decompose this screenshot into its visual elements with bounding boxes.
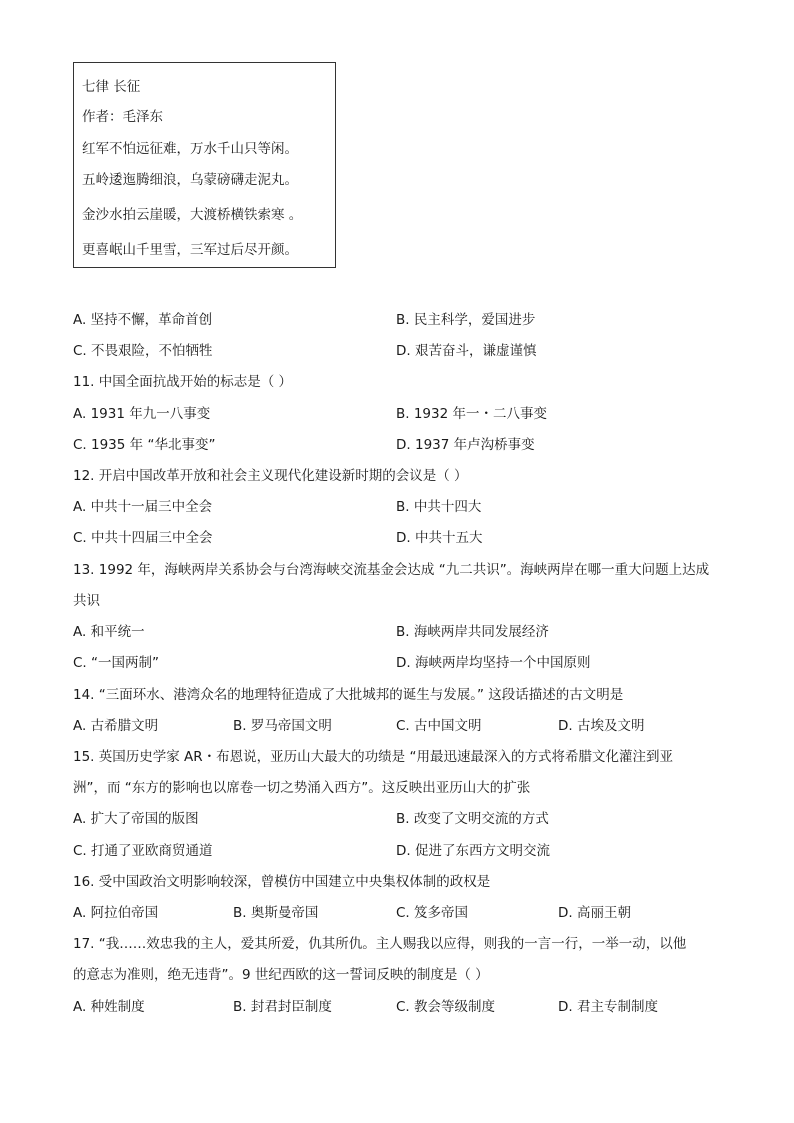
q12-option-c: C. 中共十四届三中全会	[73, 530, 213, 546]
q12-stem: 12. 开启中国改革开放和社会主义现代化建设新时期的会议是（ ）	[73, 468, 468, 484]
q10-option-d: D. 艰苦奋斗，谦虚谨慎	[396, 343, 537, 359]
q15-option-c: C. 打通了亚欧商贸通道	[73, 843, 213, 859]
q11-option-d: D. 1937 年卢沟桥事变	[396, 437, 535, 453]
q13-option-c: C. “一国两制”	[73, 655, 159, 671]
q15-option-a: A. 扩大了帝国的版图	[73, 811, 199, 827]
q14-stem: 14. “三面环水、港湾众名的地理特征造成了大批城邦的诞生与发展。” 这段话描述的古文明是	[73, 687, 624, 703]
q17-option-b: B. 封君封臣制度	[233, 999, 332, 1015]
q15-option-d: D. 促进了东西方文明交流	[396, 843, 550, 859]
poem-author: 作者：毛泽东	[82, 109, 163, 125]
q12-option-d: D. 中共十五大	[396, 530, 483, 546]
q12-option-a: A. 中共十一届三中全会	[73, 499, 213, 515]
q15-option-b: B. 改变了文明交流的方式	[396, 811, 549, 827]
q15-stem-line-2: 洲”，而 “东方的影响也以席卷一切之势涌入西方”。这反映出亚历山大的扩张	[73, 780, 531, 796]
q14-option-b: B. 罗马帝国文明	[233, 718, 332, 734]
q17-stem-line-1: 17. “我……效忠我的主人，爱其所爱，仇其所仇。主人赐我以应得，则我的一言一行，一举一动，以他	[73, 936, 687, 952]
q17-option-c: C. 教会等级制度	[396, 999, 496, 1015]
q10-option-c: C. 不畏艰险，不怕牺牲	[73, 343, 213, 359]
q13-stem-line-1: 13. 1992 年，海峡两岸关系协会与台湾海峡交流基金会达成 “九二共识”。海峡两岸在哪一重大问题上达成	[73, 562, 710, 578]
poem-line-3: 金沙水拍云崖暖，大渡桥横铁索寒 。	[82, 207, 303, 223]
q11-stem: 11. 中国全面抗战开始的标志是（ ）	[73, 374, 293, 390]
poem-box	[73, 62, 336, 268]
q13-option-d: D. 海峡两岸均坚持一个中国原则	[396, 655, 591, 671]
poem-line-4: 更喜岷山千里雪，三军过后尽开颜。	[82, 242, 298, 258]
q17-option-d: D. 君主专制制度	[558, 999, 658, 1015]
q17-stem-line-2: 的意志为准则，绝无违背”。9 世纪西欧的这一誓词反映的制度是（ ）	[73, 967, 489, 983]
q15-stem-line-1: 15. 英国历史学家 AR・布恩说，亚历山大最大的功绩是 “用最迅速最深入的方式将希腊文化灌注到亚	[73, 749, 673, 765]
q16-stem: 16. 受中国政治文明影响较深，曾模仿中国建立中央集权体制的政权是	[73, 874, 491, 890]
q17-option-a: A. 种姓制度	[73, 999, 145, 1015]
poem-line-1: 红军不怕远征难，万水千山只等闲。	[82, 141, 298, 157]
q10-option-b: B. 民主科学，爱国进步	[396, 312, 536, 328]
q10-option-a: A. 坚持不懈，革命首创	[73, 312, 213, 328]
q16-option-c: C. 笈多帝国	[396, 905, 469, 921]
q11-option-b: B. 1932 年一・二八事变	[396, 406, 547, 422]
q11-option-c: C. 1935 年 “华北事变”	[73, 437, 216, 453]
q16-option-b: B. 奥斯曼帝国	[233, 905, 319, 921]
q13-option-b: B. 海峡两岸共同发展经济	[396, 624, 549, 640]
q13-option-a: A. 和平统一	[73, 624, 145, 640]
poem-line-2: 五岭逶迤腾细浪，乌蒙磅礴走泥丸。	[82, 172, 298, 188]
q12-option-b: B. 中共十四大	[396, 499, 482, 515]
q13-stem-line-2: 共识	[73, 593, 100, 609]
q11-option-a: A. 1931 年九一八事变	[73, 406, 211, 422]
poem-title: 七律 长征	[82, 79, 141, 95]
q14-option-d: D. 古埃及文明	[558, 718, 645, 734]
q16-option-d: D. 高丽王朝	[558, 905, 631, 921]
q16-option-a: A. 阿拉伯帝国	[73, 905, 159, 921]
q14-option-a: A. 古希腊文明	[73, 718, 159, 734]
q14-option-c: C. 古中国文明	[396, 718, 482, 734]
